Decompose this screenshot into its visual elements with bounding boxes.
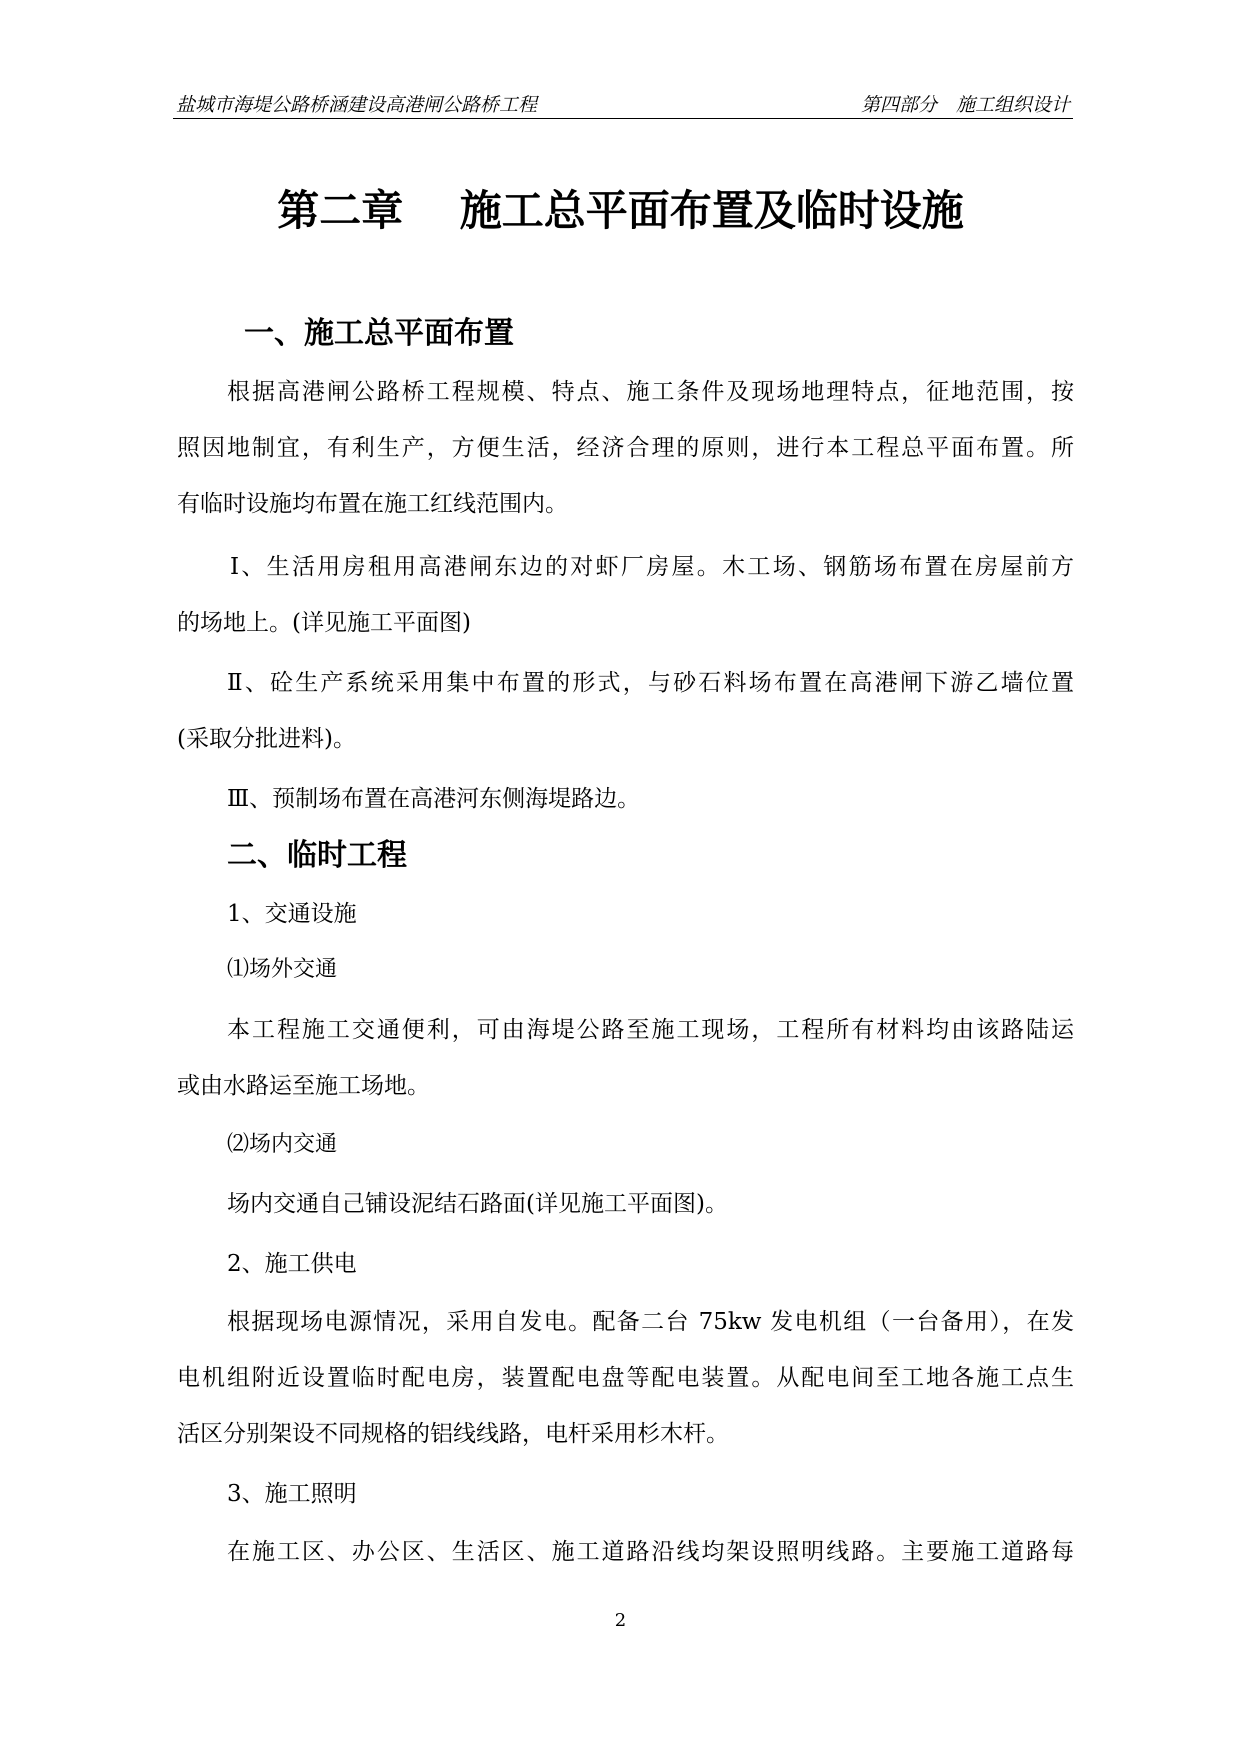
paragraph-line: 根据现场电源情况，采用自发电。配备二台 75kw 发电机组（一台备用），在发 [227,1309,1074,1335]
subheading-external-transport: ⑴场外交通 [227,957,338,982]
subheading-transport: 1、交通设施 [227,901,357,927]
paragraph-line: 照因地制宜，有利生产，方便生活，经济合理的原则，进行本工程总平面布置。所 [177,435,1074,461]
section-title-layout: 一、施工总平面布置 [244,316,514,351]
subheading-lighting: 3、施工照明 [227,1481,357,1507]
paragraph-line: 本工程施工交通便利，可由海堤公路至施工现场，工程所有材料均由该路陆运 [227,1017,1074,1043]
item-two-line: Ⅱ、砼生产系统采用集中布置的形式，与砂石料场布置在高港闸下游乙墙位置 [227,670,1074,696]
subheading-internal-transport: ⑵场内交通 [227,1132,338,1157]
header-section-name: 第四部分 施工组织设计 [860,94,1070,116]
subheading-power-supply: 2、施工供电 [227,1251,357,1277]
header-project-name: 盐城市海堤公路桥涵建设高港闸公路桥工程 [176,94,538,116]
paragraph-line: 在施工区、办公区、生活区、施工道路沿线均架设照明线路。主要施工道路每 [227,1539,1074,1565]
item-one-line: 的场地上。(详见施工平面图) [177,610,471,636]
paragraph-line: 活区分别架设不同规格的铝线线路，电杆采用杉木杆。 [177,1421,729,1447]
item-one-line: Ⅰ、生活用房租用高港闸东边的对虾厂房屋。木工场、钢筋场布置在房屋前方 [230,554,1074,580]
paragraph-line: 或由水路运至施工场地。 [177,1073,430,1099]
paragraph-line: 场内交通自己铺设泥结石路面(详见施工平面图)。 [227,1191,728,1217]
page-number: 2 [614,1610,627,1631]
item-two-line: (采取分批进料)。 [177,726,356,752]
paragraph-line: 电机组附近设置临时配电房，装置配电盘等配电装置。从配电间至工地各施工点生 [177,1365,1074,1391]
section-title-temporary-works: 二、临时工程 [227,838,407,873]
paragraph-line: 根据高港闸公路桥工程规模、特点、施工条件及现场地理特点，征地范围，按 [227,379,1074,405]
item-three-line: Ⅲ、预制场布置在高港河东侧海堤路边。 [227,786,641,812]
page-header [173,86,1073,119]
paragraph-line: 有临时设施均布置在施工红线范围内。 [177,491,568,517]
chapter-title: 第二章 施工总平面布置及临时设施 [277,186,964,235]
